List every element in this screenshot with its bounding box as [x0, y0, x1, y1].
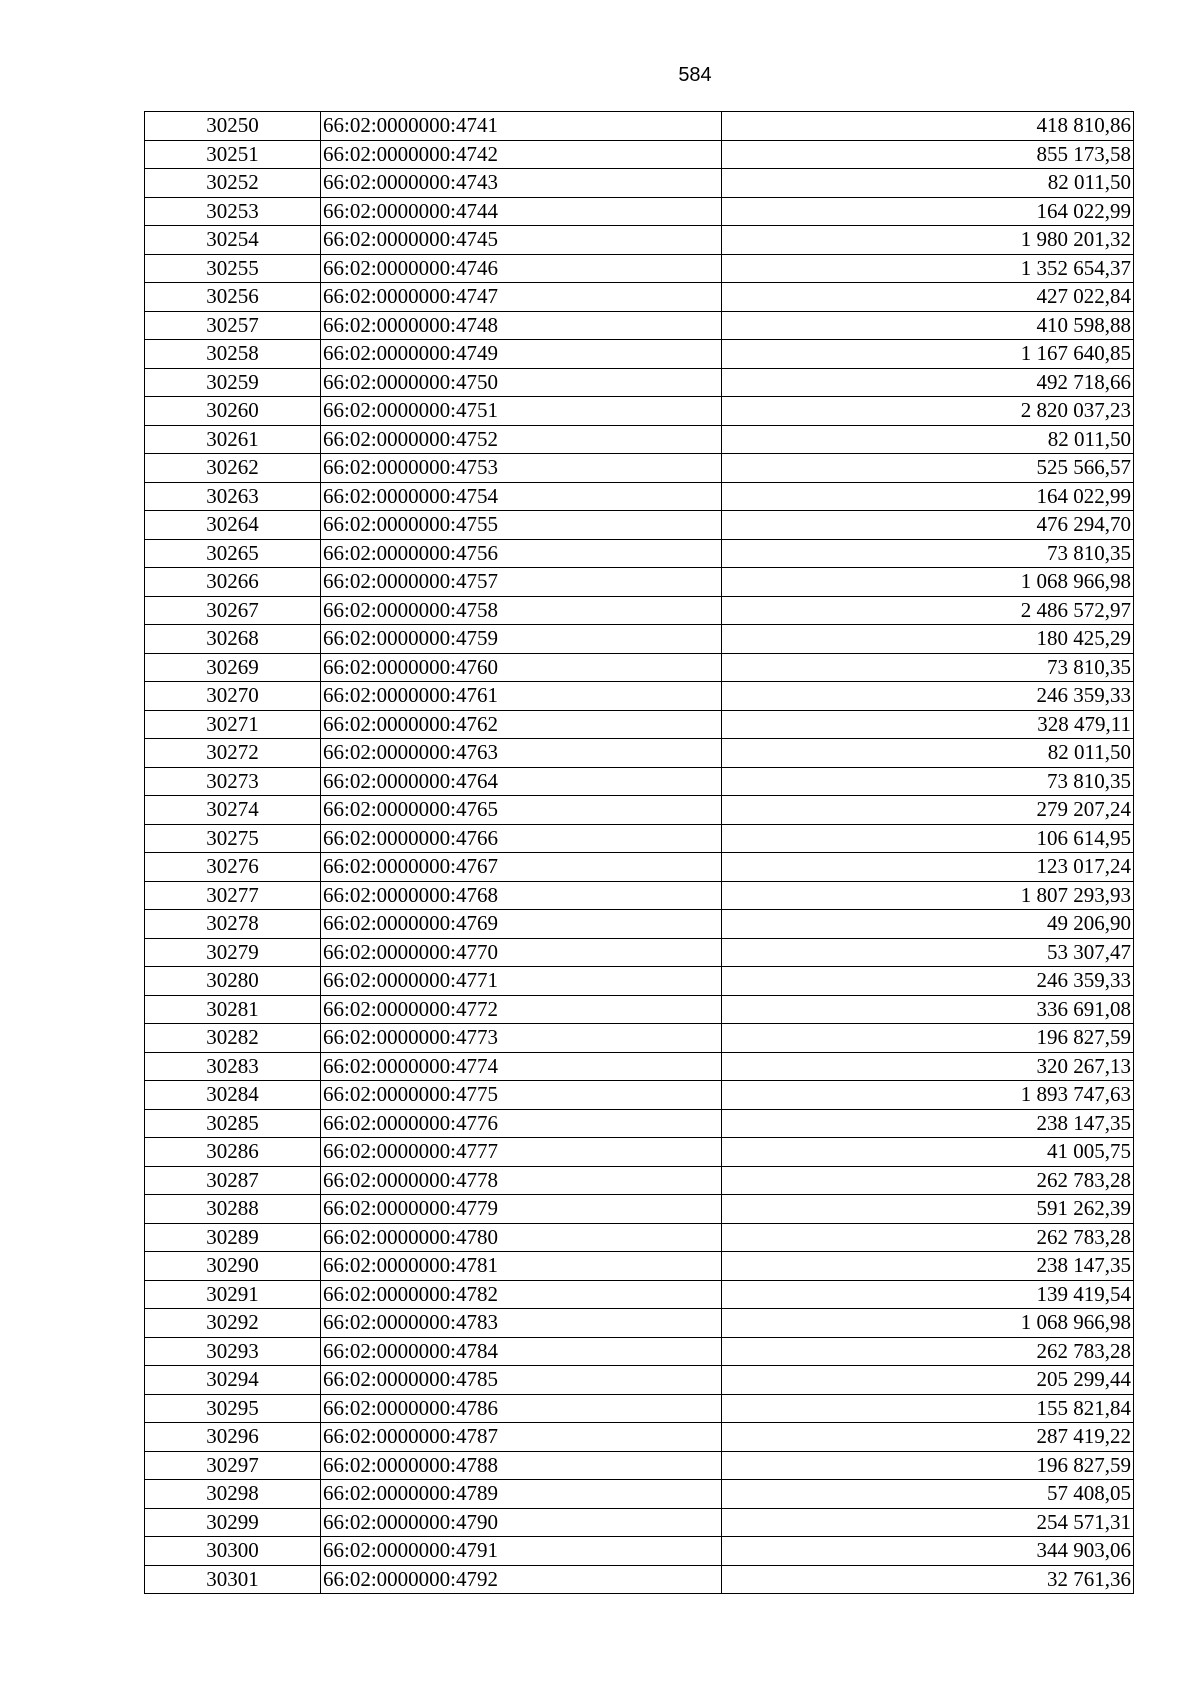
- cadastral-value-cell: 1 352 654,37: [722, 254, 1134, 283]
- row-number-cell: 30257: [145, 311, 321, 340]
- cadastral-value-cell: 591 262,39: [722, 1195, 1134, 1224]
- cadastral-value-cell: 49 206,90: [722, 910, 1134, 939]
- table-row: [145, 767, 1134, 796]
- cadastral-number-cell: 66:02:0000000:4763: [321, 739, 722, 768]
- table-row: [145, 511, 1134, 540]
- cadastral-value-cell: 262 783,28: [722, 1223, 1134, 1252]
- row-number-cell: 30281: [145, 995, 321, 1024]
- table-row: [145, 1138, 1134, 1167]
- cadastral-number-cell: 66:02:0000000:4747: [321, 283, 722, 312]
- table-row: [145, 682, 1134, 711]
- cadastral-number-cell: 66:02:0000000:4756: [321, 539, 722, 568]
- cadastral-value-cell: 32 761,36: [722, 1565, 1134, 1594]
- cadastral-number-cell: 66:02:0000000:4752: [321, 425, 722, 454]
- cadastral-value-cell: 73 810,35: [722, 539, 1134, 568]
- table-row: [145, 1366, 1134, 1395]
- row-number-cell: 30280: [145, 967, 321, 996]
- row-number-cell: 30299: [145, 1508, 321, 1537]
- table-row: [145, 967, 1134, 996]
- table-row: [145, 397, 1134, 426]
- row-number-cell: 30268: [145, 625, 321, 654]
- cadastral-value-cell: 238 147,35: [722, 1252, 1134, 1281]
- row-number-cell: 30253: [145, 197, 321, 226]
- cadastral-value-cell: 336 691,08: [722, 995, 1134, 1024]
- table-row: [145, 1052, 1134, 1081]
- cadastral-number-cell: 66:02:0000000:4744: [321, 197, 722, 226]
- row-number-cell: 30294: [145, 1366, 321, 1395]
- table-row: [145, 1508, 1134, 1537]
- row-number-cell: 30300: [145, 1537, 321, 1566]
- cadastral-number-cell: 66:02:0000000:4788: [321, 1451, 722, 1480]
- cadastral-value-cell: 262 783,28: [722, 1337, 1134, 1366]
- row-number-cell: 30270: [145, 682, 321, 711]
- cadastral-value-cell: 246 359,33: [722, 682, 1134, 711]
- cadastral-number-cell: 66:02:0000000:4779: [321, 1195, 722, 1224]
- table-row: [145, 283, 1134, 312]
- cadastral-number-cell: 66:02:0000000:4776: [321, 1109, 722, 1138]
- cadastral-number-cell: 66:02:0000000:4760: [321, 653, 722, 682]
- cadastral-number-cell: 66:02:0000000:4791: [321, 1537, 722, 1566]
- row-number-cell: 30296: [145, 1423, 321, 1452]
- table-row: [145, 596, 1134, 625]
- cadastral-number-cell: 66:02:0000000:4745: [321, 226, 722, 255]
- table-row: [145, 1081, 1134, 1110]
- cadastral-value-cell: 1 893 747,63: [722, 1081, 1134, 1110]
- cadastral-value-cell: 73 810,35: [722, 653, 1134, 682]
- row-number-cell: 30287: [145, 1166, 321, 1195]
- cadastral-value-cell: 123 017,24: [722, 853, 1134, 882]
- page-number: 584: [678, 64, 712, 86]
- row-number-cell: 30266: [145, 568, 321, 597]
- cadastral-number-cell: 66:02:0000000:4775: [321, 1081, 722, 1110]
- row-number-cell: 30301: [145, 1565, 321, 1594]
- cadastral-number-cell: 66:02:0000000:4757: [321, 568, 722, 597]
- row-number-cell: 30288: [145, 1195, 321, 1224]
- row-number-cell: 30295: [145, 1394, 321, 1423]
- cadastral-number-cell: 66:02:0000000:4782: [321, 1280, 722, 1309]
- row-number-cell: 30269: [145, 653, 321, 682]
- cadastral-number-cell: 66:02:0000000:4758: [321, 596, 722, 625]
- row-number-cell: 30290: [145, 1252, 321, 1281]
- cadastral-number-cell: 66:02:0000000:4777: [321, 1138, 722, 1167]
- row-number-cell: 30285: [145, 1109, 321, 1138]
- cadastral-number-cell: 66:02:0000000:4768: [321, 881, 722, 910]
- cadastral-value-cell: 57 408,05: [722, 1480, 1134, 1509]
- row-number-cell: 30250: [145, 112, 321, 141]
- cadastral-number-cell: 66:02:0000000:4742: [321, 140, 722, 169]
- row-number-cell: 30273: [145, 767, 321, 796]
- cadastral-value-cell: 262 783,28: [722, 1166, 1134, 1195]
- cadastral-number-cell: 66:02:0000000:4792: [321, 1565, 722, 1594]
- table-row: [145, 710, 1134, 739]
- cadastral-value-cell: 1 980 201,32: [722, 226, 1134, 255]
- cadastral-value-cell: 196 827,59: [722, 1451, 1134, 1480]
- cadastral-value-cell: 427 022,84: [722, 283, 1134, 312]
- cadastral-value-cell: 180 425,29: [722, 625, 1134, 654]
- row-number-cell: 30259: [145, 368, 321, 397]
- row-number-cell: 30260: [145, 397, 321, 426]
- cadastral-value-cell: 525 566,57: [722, 454, 1134, 483]
- cadastral-number-cell: 66:02:0000000:4786: [321, 1394, 722, 1423]
- row-number-cell: 30293: [145, 1337, 321, 1366]
- row-number-cell: 30276: [145, 853, 321, 882]
- table-row: [145, 796, 1134, 825]
- cadastral-value-cell: 328 479,11: [722, 710, 1134, 739]
- registry-table-body: [145, 112, 1134, 1594]
- row-number-cell: 30265: [145, 539, 321, 568]
- row-number-cell: 30292: [145, 1309, 321, 1338]
- cadastral-value-cell: 205 299,44: [722, 1366, 1134, 1395]
- table-row: [145, 226, 1134, 255]
- cadastral-number-cell: 66:02:0000000:4781: [321, 1252, 722, 1281]
- row-number-cell: 30262: [145, 454, 321, 483]
- table-row: [145, 169, 1134, 198]
- cadastral-number-cell: 66:02:0000000:4783: [321, 1309, 722, 1338]
- cadastral-value-cell: 164 022,99: [722, 197, 1134, 226]
- table-row: [145, 938, 1134, 967]
- table-row: [145, 995, 1134, 1024]
- cadastral-number-cell: 66:02:0000000:4787: [321, 1423, 722, 1452]
- table-row: [145, 1480, 1134, 1509]
- table-row: [145, 1166, 1134, 1195]
- cadastral-number-cell: 66:02:0000000:4772: [321, 995, 722, 1024]
- cadastral-number-cell: 66:02:0000000:4770: [321, 938, 722, 967]
- cadastral-value-cell: 418 810,86: [722, 112, 1134, 141]
- row-number-cell: 30271: [145, 710, 321, 739]
- cadastral-number-cell: 66:02:0000000:4741: [321, 112, 722, 141]
- cadastral-value-cell: 279 207,24: [722, 796, 1134, 825]
- table-row: [145, 653, 1134, 682]
- table-row: [145, 340, 1134, 369]
- table-row: [145, 197, 1134, 226]
- cadastral-value-cell: 410 598,88: [722, 311, 1134, 340]
- row-number-cell: 30279: [145, 938, 321, 967]
- cadastral-number-cell: 66:02:0000000:4790: [321, 1508, 722, 1537]
- row-number-cell: 30284: [145, 1081, 321, 1110]
- table-row: [145, 482, 1134, 511]
- cadastral-value-cell: 53 307,47: [722, 938, 1134, 967]
- row-number-cell: 30282: [145, 1024, 321, 1053]
- cadastral-value-cell: 155 821,84: [722, 1394, 1134, 1423]
- cadastral-value-cell: 2 486 572,97: [722, 596, 1134, 625]
- cadastral-value-cell: 1 167 640,85: [722, 340, 1134, 369]
- cadastral-value-cell: 254 571,31: [722, 1508, 1134, 1537]
- table-row: [145, 368, 1134, 397]
- cadastral-number-cell: 66:02:0000000:4746: [321, 254, 722, 283]
- row-number-cell: 30283: [145, 1052, 321, 1081]
- table-row: [145, 739, 1134, 768]
- cadastral-value-cell: 196 827,59: [722, 1024, 1134, 1053]
- table-row: [145, 1337, 1134, 1366]
- cadastral-number-cell: 66:02:0000000:4769: [321, 910, 722, 939]
- cadastral-value-cell: 82 011,50: [722, 739, 1134, 768]
- row-number-cell: 30289: [145, 1223, 321, 1252]
- cadastral-value-cell: 1 068 966,98: [722, 568, 1134, 597]
- cadastral-value-cell: 82 011,50: [722, 425, 1134, 454]
- cadastral-number-cell: 66:02:0000000:4771: [321, 967, 722, 996]
- table-row: [145, 1423, 1134, 1452]
- cadastral-value-cell: 106 614,95: [722, 824, 1134, 853]
- cadastral-number-cell: 66:02:0000000:4755: [321, 511, 722, 540]
- row-number-cell: 30251: [145, 140, 321, 169]
- row-number-cell: 30286: [145, 1138, 321, 1167]
- table-row: [145, 625, 1134, 654]
- table-row: [145, 1309, 1134, 1338]
- cadastral-value-cell: 476 294,70: [722, 511, 1134, 540]
- table-row: [145, 1451, 1134, 1480]
- table-row: [145, 1109, 1134, 1138]
- cadastral-value-cell: 246 359,33: [722, 967, 1134, 996]
- table-row: [145, 254, 1134, 283]
- table-row: [145, 1394, 1134, 1423]
- row-number-cell: 30254: [145, 226, 321, 255]
- row-number-cell: 30264: [145, 511, 321, 540]
- cadastral-number-cell: 66:02:0000000:4765: [321, 796, 722, 825]
- table-row: [145, 112, 1134, 141]
- row-number-cell: 30256: [145, 283, 321, 312]
- cadastral-value-cell: 164 022,99: [722, 482, 1134, 511]
- cadastral-value-cell: 2 820 037,23: [722, 397, 1134, 426]
- cadastral-number-cell: 66:02:0000000:4764: [321, 767, 722, 796]
- cadastral-number-cell: 66:02:0000000:4754: [321, 482, 722, 511]
- cadastral-number-cell: 66:02:0000000:4761: [321, 682, 722, 711]
- cadastral-value-cell: 139 419,54: [722, 1280, 1134, 1309]
- cadastral-number-cell: 66:02:0000000:4784: [321, 1337, 722, 1366]
- table-row: [145, 1195, 1134, 1224]
- row-number-cell: 30274: [145, 796, 321, 825]
- row-number-cell: 30275: [145, 824, 321, 853]
- table-row: [145, 853, 1134, 882]
- cadastral-value-cell: 238 147,35: [722, 1109, 1134, 1138]
- table-row: [145, 1024, 1134, 1053]
- row-number-cell: 30291: [145, 1280, 321, 1309]
- cadastral-number-cell: 66:02:0000000:4767: [321, 853, 722, 882]
- cadastral-value-cell: 73 810,35: [722, 767, 1134, 796]
- table-row: [145, 1280, 1134, 1309]
- cadastral-number-cell: 66:02:0000000:4766: [321, 824, 722, 853]
- table-row: [145, 1223, 1134, 1252]
- table-row: [145, 568, 1134, 597]
- row-number-cell: 30258: [145, 340, 321, 369]
- cadastral-number-cell: 66:02:0000000:4743: [321, 169, 722, 198]
- cadastral-number-cell: 66:02:0000000:4749: [321, 340, 722, 369]
- cadastral-value-cell: 344 903,06: [722, 1537, 1134, 1566]
- cadastral-value-cell: 41 005,75: [722, 1138, 1134, 1167]
- table-row: [145, 910, 1134, 939]
- cadastral-number-cell: 66:02:0000000:4751: [321, 397, 722, 426]
- cadastral-value-cell: 855 173,58: [722, 140, 1134, 169]
- row-number-cell: 30261: [145, 425, 321, 454]
- cadastral-value-cell: 287 419,22: [722, 1423, 1134, 1452]
- row-number-cell: 30267: [145, 596, 321, 625]
- cadastral-number-cell: 66:02:0000000:4778: [321, 1166, 722, 1195]
- cadastral-number-cell: 66:02:0000000:4773: [321, 1024, 722, 1053]
- cadastral-number-cell: 66:02:0000000:4748: [321, 311, 722, 340]
- table-row: [145, 140, 1134, 169]
- row-number-cell: 30252: [145, 169, 321, 198]
- cadastral-number-cell: 66:02:0000000:4759: [321, 625, 722, 654]
- row-number-cell: 30278: [145, 910, 321, 939]
- cadastral-value-cell: 82 011,50: [722, 169, 1134, 198]
- cadastral-number-cell: 66:02:0000000:4774: [321, 1052, 722, 1081]
- cadastral-value-cell: 492 718,66: [722, 368, 1134, 397]
- table-row: [145, 1537, 1134, 1566]
- table-row: [145, 1252, 1134, 1281]
- row-number-cell: 30297: [145, 1451, 321, 1480]
- table-row: [145, 454, 1134, 483]
- table-row: [145, 1565, 1134, 1594]
- cadastral-value-cell: 1 807 293,93: [722, 881, 1134, 910]
- row-number-cell: 30263: [145, 482, 321, 511]
- cadastral-number-cell: 66:02:0000000:4762: [321, 710, 722, 739]
- cadastral-value-cell: 320 267,13: [722, 1052, 1134, 1081]
- registry-table: [144, 111, 1134, 1594]
- row-number-cell: 30277: [145, 881, 321, 910]
- table-row: [145, 881, 1134, 910]
- row-number-cell: 30272: [145, 739, 321, 768]
- cadastral-number-cell: 66:02:0000000:4753: [321, 454, 722, 483]
- row-number-cell: 30255: [145, 254, 321, 283]
- table-row: [145, 824, 1134, 853]
- cadastral-value-cell: 1 068 966,98: [722, 1309, 1134, 1338]
- table-row: [145, 425, 1134, 454]
- cadastral-number-cell: 66:02:0000000:4789: [321, 1480, 722, 1509]
- cadastral-number-cell: 66:02:0000000:4750: [321, 368, 722, 397]
- row-number-cell: 30298: [145, 1480, 321, 1509]
- cadastral-number-cell: 66:02:0000000:4780: [321, 1223, 722, 1252]
- cadastral-number-cell: 66:02:0000000:4785: [321, 1366, 722, 1395]
- table-row: [145, 539, 1134, 568]
- table-row: [145, 311, 1134, 340]
